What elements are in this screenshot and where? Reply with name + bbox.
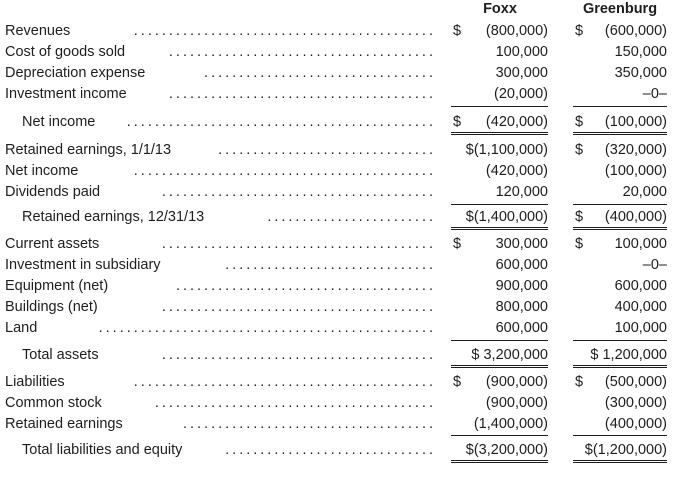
subtotal-rule bbox=[573, 204, 667, 205]
greenburg-amount: $ (500,000) bbox=[575, 374, 667, 390]
column-header-foxx: Foxx bbox=[483, 1, 517, 17]
row-label: Land bbox=[5, 320, 38, 336]
greenburg-amount: $ (400,000) bbox=[575, 209, 667, 225]
greenburg-amount: –0– bbox=[642, 257, 667, 273]
table-row bbox=[0, 140, 676, 160]
row-label: Buildings (net) bbox=[5, 299, 98, 315]
foxx-amount: $(3,200,000) bbox=[465, 442, 548, 458]
foxx-amount: (420,000) bbox=[485, 163, 548, 179]
leader-dots: ............................... bbox=[218, 142, 436, 158]
foxx-amount: 600,000 bbox=[495, 320, 548, 336]
foxx-amount: 100,000 bbox=[495, 44, 548, 60]
foxx-amount: 800,000 bbox=[495, 299, 548, 315]
total-double-rule bbox=[451, 460, 548, 463]
foxx-amount: $ 3,200,000 bbox=[471, 347, 548, 363]
greenburg-amount: 100,000 bbox=[614, 320, 667, 336]
row-label: Common stock bbox=[5, 395, 102, 411]
foxx-amount: 120,000 bbox=[495, 184, 548, 200]
leader-dots: ........................................ bbox=[154, 395, 436, 411]
row-label: Investment income bbox=[5, 86, 127, 102]
table-row bbox=[0, 161, 676, 181]
leader-dots: .............................. bbox=[225, 442, 436, 458]
foxx-amount: 900,000 bbox=[495, 278, 548, 294]
leader-dots: .................................... bbox=[182, 416, 436, 432]
total-double-rule bbox=[573, 132, 667, 135]
subtotal-rule bbox=[451, 106, 548, 107]
foxx-amount: $ (420,000) bbox=[453, 114, 548, 130]
table-row bbox=[0, 234, 676, 254]
foxx-amount: 600,000 bbox=[495, 257, 548, 273]
subtotal-rule bbox=[573, 435, 667, 436]
greenburg-amount: $(1,200,000) bbox=[584, 442, 667, 458]
leader-dots: ..................................... bbox=[175, 278, 436, 294]
table-row bbox=[0, 182, 676, 202]
greenburg-amount: $ 100,000 bbox=[575, 236, 667, 252]
greenburg-amount: $ (320,000) bbox=[575, 142, 667, 158]
table-row bbox=[0, 345, 676, 365]
row-label: Retained earnings, 12/31/13 bbox=[22, 209, 205, 225]
leader-dots: ...................................... bbox=[168, 86, 436, 102]
foxx-amount: (900,000) bbox=[485, 395, 548, 411]
greenburg-amount: 400,000 bbox=[614, 299, 667, 315]
row-label: Dividends paid bbox=[5, 184, 101, 200]
total-double-rule bbox=[451, 132, 548, 135]
total-double-rule bbox=[451, 227, 548, 230]
greenburg-amount: 350,000 bbox=[614, 65, 667, 81]
leader-dots: ....................................... bbox=[161, 236, 436, 252]
subtotal-rule bbox=[573, 340, 667, 341]
greenburg-amount: $ (600,000) bbox=[575, 23, 667, 39]
table-row bbox=[0, 276, 676, 296]
foxx-amount: 300,000 bbox=[495, 65, 548, 81]
greenburg-amount: $ 1,200,000 bbox=[590, 347, 667, 363]
leader-dots: ................................. bbox=[204, 65, 436, 81]
row-label: Liabilities bbox=[5, 374, 65, 390]
foxx-amount: $ (900,000) bbox=[453, 374, 548, 390]
subtotal-rule bbox=[573, 106, 667, 107]
table-row bbox=[0, 255, 676, 275]
table-row bbox=[0, 414, 676, 434]
row-label: Cost of goods sold bbox=[5, 44, 126, 60]
greenburg-amount: (100,000) bbox=[604, 163, 667, 179]
foxx-amount: $ 300,000 bbox=[453, 236, 548, 252]
foxx-amount: (20,000) bbox=[493, 86, 548, 102]
row-label: Retained earnings, 1/1/13 bbox=[5, 142, 172, 158]
foxx-amount: (1,400,000) bbox=[473, 416, 548, 432]
leader-dots: ....................................... bbox=[161, 299, 436, 315]
greenburg-amount: $ (100,000) bbox=[575, 114, 667, 130]
greenburg-amount: (300,000) bbox=[604, 395, 667, 411]
table-row bbox=[0, 63, 676, 83]
leader-dots: ........................................... bbox=[133, 163, 436, 179]
row-label: Net income bbox=[22, 114, 96, 130]
leader-dots: ............................................ bbox=[126, 114, 436, 130]
row-label: Revenues bbox=[5, 23, 71, 39]
foxx-amount: $ (800,000) bbox=[453, 23, 548, 39]
table-row bbox=[0, 318, 676, 338]
foxx-amount: $(1,400,000) bbox=[465, 209, 548, 225]
table-row bbox=[0, 297, 676, 317]
subtotal-rule bbox=[451, 340, 548, 341]
greenburg-amount: 150,000 bbox=[614, 44, 667, 60]
table-row bbox=[0, 393, 676, 413]
row-label: Retained earnings bbox=[5, 416, 123, 432]
total-double-rule bbox=[573, 365, 667, 368]
row-label: Depreciation expense bbox=[5, 65, 146, 81]
greenburg-amount: 600,000 bbox=[614, 278, 667, 294]
table-row bbox=[0, 21, 676, 41]
subtotal-rule bbox=[451, 204, 548, 205]
leader-dots: ........................................... bbox=[133, 374, 436, 390]
row-label: Net income bbox=[5, 163, 79, 179]
greenburg-amount: 20,000 bbox=[622, 184, 667, 200]
leader-dots: .............................. bbox=[225, 257, 436, 273]
subtotal-rule bbox=[451, 435, 548, 436]
leader-dots: ...................................... bbox=[168, 44, 436, 60]
table-row bbox=[0, 112, 676, 132]
row-label: Investment in subsidiary bbox=[5, 257, 161, 273]
column-header-greenburg: Greenburg bbox=[582, 1, 658, 17]
table-row bbox=[0, 84, 676, 104]
leader-dots: ........................................... bbox=[133, 23, 436, 39]
total-double-rule bbox=[573, 227, 667, 230]
greenburg-amount: –0– bbox=[642, 86, 667, 102]
table-row bbox=[0, 42, 676, 62]
table-row bbox=[0, 207, 676, 227]
leader-dots: ........................ bbox=[267, 209, 436, 225]
table-row bbox=[0, 372, 676, 392]
leader-dots: ....................................... bbox=[161, 184, 436, 200]
row-label: Current assets bbox=[5, 236, 100, 252]
leader-dots: ....................................... bbox=[161, 347, 436, 363]
leader-dots: ................................................ bbox=[98, 320, 436, 336]
table-row bbox=[0, 440, 676, 460]
greenburg-amount: (400,000) bbox=[604, 416, 667, 432]
total-double-rule bbox=[451, 365, 548, 368]
foxx-amount: $(1,100,000) bbox=[465, 142, 548, 158]
row-label: Equipment (net) bbox=[5, 278, 109, 294]
row-label: Total assets bbox=[22, 347, 99, 363]
total-double-rule bbox=[573, 460, 667, 463]
row-label: Total liabilities and equity bbox=[22, 442, 183, 458]
